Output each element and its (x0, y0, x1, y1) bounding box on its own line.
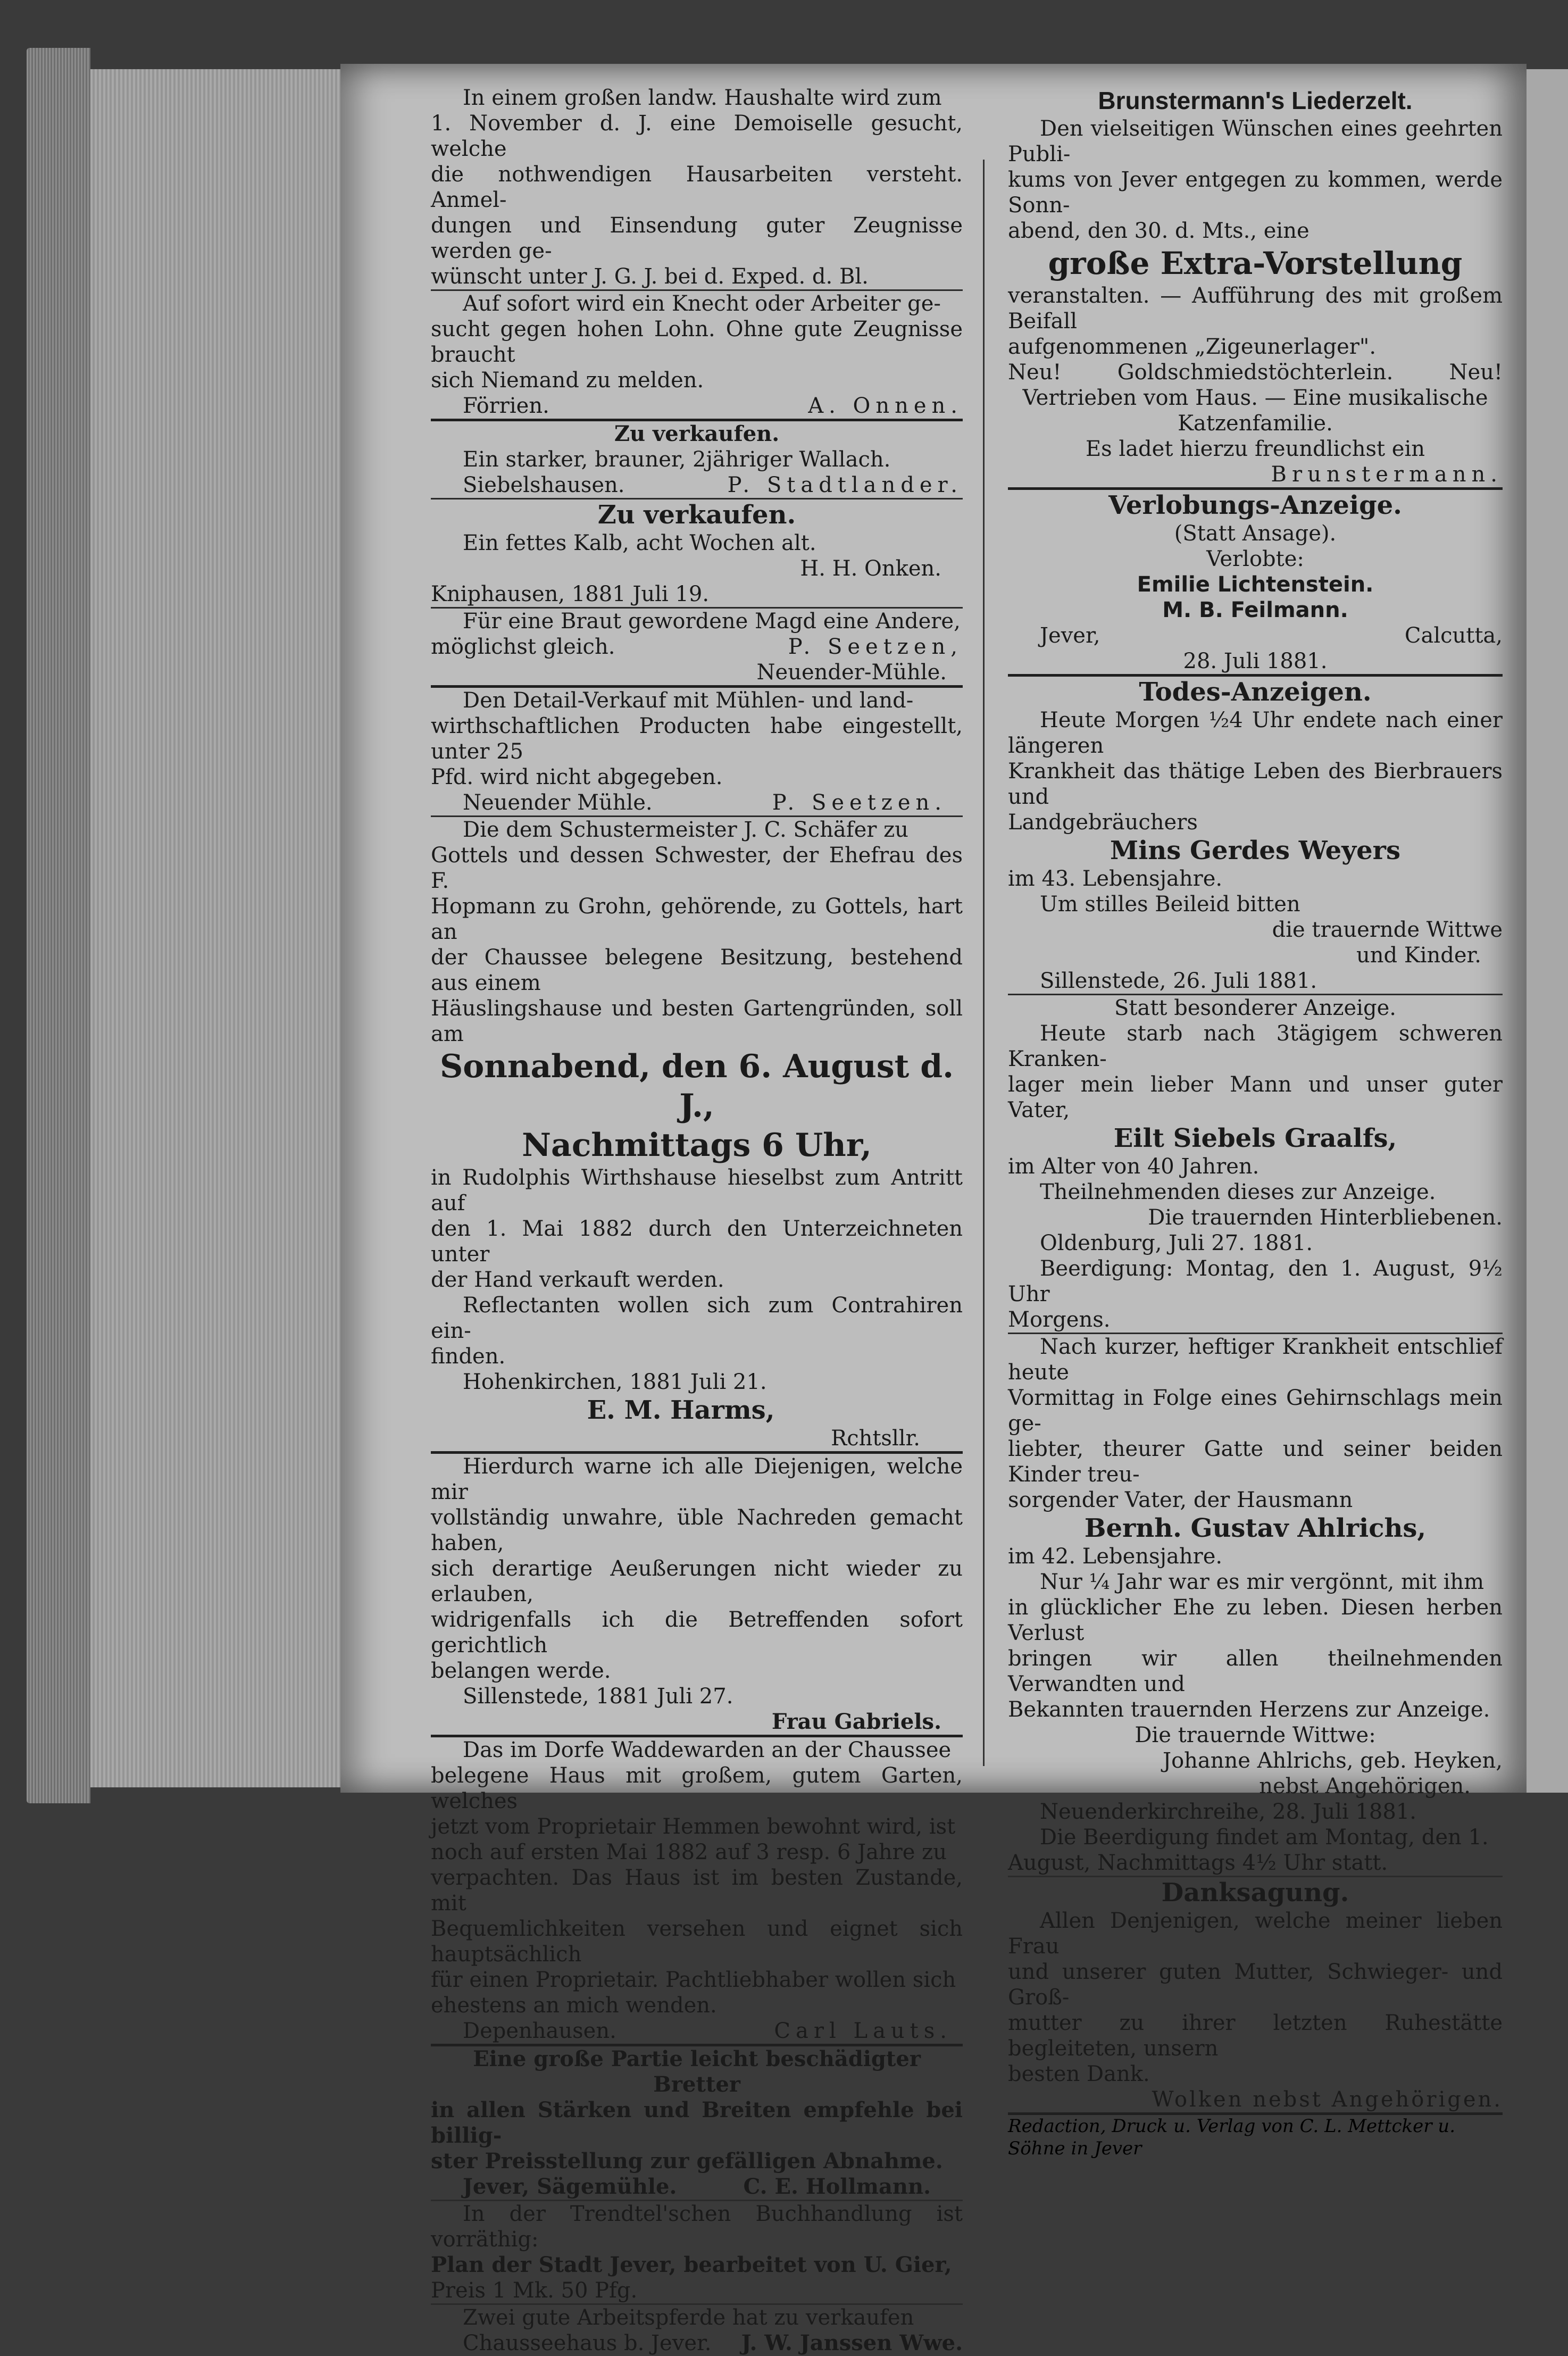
name-line: Emilie Lichtenstein. (1137, 572, 1374, 597)
text-line: Landgebräuchers (1008, 810, 1198, 835)
text-line: abend, den 30. d. Mts., eine (1008, 219, 1310, 243)
text-line: August, Nachmittags 4½ Uhr statt. (1008, 1851, 1388, 1875)
text-line: Zwei gute Arbeitspferde hat zu verkaufen (463, 2305, 914, 2330)
ad-wallach (431, 421, 963, 498)
ad-stadtplan (431, 2201, 963, 2303)
text-line: Goldschmiedstöchterlein. (1117, 360, 1394, 385)
name-line: M. B. Feilmann. (1162, 598, 1348, 622)
ad-warnung (431, 1454, 963, 1735)
signature: C. E. Hollmann. (743, 2174, 931, 2199)
ad-todes-graalfs (1008, 995, 1503, 1333)
ad-heading: Zu verkaufen. (614, 421, 780, 446)
text-line: Hierdurch warne ich alle Diejenigen, welche mir (431, 1454, 963, 1504)
text-line: Nur ¼ Jahr war es mir vergönnt, mit ihm (1040, 1570, 1484, 1594)
text-line: liebter, theurer Gatte und seiner beiden Kinder treu- (1008, 1437, 1503, 1487)
auction-date: Sonnabend, den 6. August d. J., (439, 1048, 954, 1125)
place: Siebelshausen. (463, 473, 625, 497)
text-line: der Hand verkauft werden. (431, 1268, 724, 1292)
text-line: Eine große Partie leicht beschädigter Bretter (473, 2046, 921, 2097)
text-line: möglichst gleich. (431, 635, 615, 659)
ad-knecht (431, 291, 963, 419)
text-line: bringen wir allen theilnehmenden Verwandten und (1008, 1646, 1503, 1696)
text-line: Vertrieben vom Haus. — Eine musikalische (1022, 386, 1488, 410)
date-line: 28. Juli 1881. (1183, 649, 1328, 673)
text-line: Plan der Stadt Jever, bearbeitet von U. Gier, (431, 2252, 952, 2277)
text-line: noch auf ersten Mai 1882 auf 3 resp. 6 Jahre zu (431, 1840, 947, 1864)
text-line: Heute starb nach 3tägigem schweren Kranken- (1008, 1021, 1503, 1071)
text-line: Ein starker, brauner, 2jähriger Wallach. (463, 447, 891, 472)
place: Jever, (1040, 623, 1100, 648)
signature: Frau Gabriels. (771, 1709, 941, 1734)
text-line: die nothwendigen Hausarbeiten versteht. Anmel- (431, 162, 963, 212)
signature: Die trauernde Wittwe: (1135, 1723, 1376, 1747)
signature: Johanne Ahlrichs, geb. Heyken, (1163, 1749, 1503, 1773)
text-line: Allen Denjenigen, welche meiner lieben Frau (1008, 1909, 1503, 1959)
text-line: (Statt Ansage). (1174, 521, 1337, 546)
auction-time: Nachmittags 6 Uhr, (522, 1127, 872, 1164)
date-line: Sillenstede, 26. Juli 1881. (1040, 969, 1317, 993)
ad-danksagung (1008, 1877, 1503, 2112)
signature: A. Onnen. (808, 394, 963, 418)
text-line: finden. (431, 1344, 506, 1369)
text-line: Hopmann zu Grohn, gehörende, zu Gottels, hart an (431, 894, 963, 944)
signature: und Kinder. (1356, 943, 1481, 968)
place: Förrien. (463, 394, 549, 418)
text-line: Den vielseitigen Wünschen eines geehrten Publi- (1008, 116, 1503, 166)
text-line: Neu! (1008, 360, 1062, 385)
text-line: Um stilles Beileid bitten (1040, 892, 1300, 917)
text-line: ster Preisstellung zur gefälligen Abnahme. (431, 2149, 943, 2174)
text-line: besten Dank. (1008, 2062, 1150, 2086)
column-divider (983, 160, 985, 1766)
date-line: Neuenderkirchreihe, 28. Juli 1881. (1040, 1800, 1416, 1824)
text-line: Katzenfamilie. (1178, 411, 1333, 436)
name-line: Mins Gerdes Weyers (1110, 836, 1400, 865)
text-line: aufgenommenen „Zigeunerlager". (1008, 335, 1377, 359)
text-line: veranstalten. — Aufführung des mit großem Beifall (1008, 284, 1503, 334)
ad-highlight: große Extra-Vorstellung (1048, 245, 1463, 281)
ad-magd (431, 609, 963, 685)
text-line: 1. November d. J. eine Demoiselle gesucht, welche (431, 111, 963, 161)
date-line: Kniphausen, 1881 Juli 19. (431, 582, 710, 606)
text-line: Morgens. (1008, 1308, 1111, 1332)
text-line: belegene Haus mit großem, gutem Garten, welches (431, 1763, 963, 1813)
next-page-edge (1527, 69, 1568, 1793)
left-column (431, 85, 963, 2356)
text-line: wirthschaftlichen Producten habe eingestellt, unter 25 (431, 714, 963, 764)
ad-haus-waddewarden (431, 1737, 963, 2044)
text-line: Reflectanten wollen sich zum Contrahiren ein- (431, 1293, 963, 1343)
text-line: Es ladet hierzu freundlichst ein (1085, 437, 1425, 461)
text-line: vollständig unwahre, üble Nachreden gemacht haben, (431, 1505, 963, 1555)
text-line: Verlobte: (1206, 547, 1304, 571)
text-line: sorgender Vater, der Hausmann (1008, 1488, 1353, 1512)
text-line: im Alter von 40 Jahren. (1008, 1154, 1260, 1179)
ad-todes-weyers (1008, 677, 1503, 994)
text-line: in Rudolphis Wirthshause hieselbst zum Antritt auf (431, 1165, 963, 1216)
place: Chausseehaus b. Jever. (463, 2331, 712, 2355)
name-line: Bernh. Gustav Ahlrichs, (1084, 1513, 1427, 1543)
text-line: Gottels und dessen Schwester, der Ehefrau des F. (431, 843, 963, 893)
text-line: Für eine Braut gewordene Magd eine Andere, (463, 609, 961, 634)
date-line: Sillenstede, 1881 Juli 27. (463, 1684, 733, 1709)
text-line: wünscht unter J. G. J. bei d. Exped. d. Bl. (431, 264, 869, 289)
text-line: kums von Jever entgegen zu kommen, werde Sonn- (1008, 168, 1503, 218)
text-line: lager mein lieber Mann und unser guter Vater, (1008, 1072, 1503, 1122)
place: Neuender Mühle. (463, 790, 653, 815)
text-line: Bekannten trauernden Herzens zur Anzeige. (1008, 1697, 1490, 1722)
ad-arbeitspferde (431, 2305, 963, 2356)
text-line: Neu! (1449, 360, 1503, 385)
text-line: Beerdigung: Montag, den 1. August, 9½ Uhr (1008, 1256, 1503, 1306)
text-line: mutter zu ihrer letzten Ruhestätte begleiteten, unsern (1008, 2011, 1503, 2061)
signature: P. Seetzen, (788, 635, 963, 659)
text-line: In der Trendtel'schen Buchhandlung ist vorräthig: (431, 2202, 963, 2252)
signature-place: Neuender-Mühle. (756, 660, 947, 685)
text-line: In einem großen landw. Haushalte wird zum (463, 86, 942, 110)
text-line: Heute Morgen ½4 Uhr endete nach einer längeren (1008, 708, 1503, 758)
text-line: in glücklicher Ehe zu leben. Diesen herben Verlust (1008, 1595, 1503, 1645)
signature: nebst Angehörigen. (1259, 1774, 1471, 1799)
text-line: Preis 1 Mk. 50 Pfg. (431, 2278, 638, 2303)
ad-heading: Statt besonderer Anzeige. (1114, 996, 1396, 1020)
ad-besitzung (431, 817, 963, 1451)
text-line: Vormittag in Folge eines Gehirnschlags mein ge- (1008, 1386, 1503, 1436)
signature: J. W. Janssen Wwe. (741, 2330, 963, 2355)
text-line: sich derartige Aeußerungen nicht wieder zu erlauben, (431, 1556, 963, 1606)
ad-heading: Brunstermann's Liederzelt. (1098, 87, 1413, 114)
text-line: belangen werde. (431, 1659, 611, 1683)
ad-kalb (431, 499, 963, 607)
ad-heading: Zu verkaufen. (597, 500, 796, 530)
ad-verlobung (1008, 490, 1503, 674)
signature: Die trauernden Hinterbliebenen. (1148, 1205, 1503, 1230)
book-spine-edge (27, 48, 90, 1803)
signature: Carl Lauts. (774, 2019, 952, 2043)
text-line: Den Detail-Verkauf mit Mühlen- und land- (463, 688, 914, 713)
signature: H. H. Onken. (800, 556, 941, 581)
ad-bretter (431, 2046, 963, 2200)
signature: E. M. Harms, (587, 1395, 775, 1425)
text-line: sich Niemand zu melden. (431, 368, 704, 393)
text-line: den 1. Mai 1882 durch den Unterzeichneten unter (431, 1217, 963, 1267)
text-line: Bequemlichkeiten versehen und eignet sich hauptsächlich (431, 1917, 963, 1967)
text-line: widrigenfalls ich die Betreffenden sofort gerichtlich (431, 1608, 963, 1658)
text-line: im 42. Lebensjahre. (1008, 1544, 1223, 1569)
ad-todes-ahlrichs (1008, 1334, 1503, 1876)
date-line: Oldenburg, Juli 27. 1881. (1040, 1231, 1313, 1255)
text-line: jetzt vom Proprietair Hemmen bewohnt wird, ist (431, 1814, 956, 1839)
ad-heading: Todes-Anzeigen. (1139, 677, 1372, 707)
ad-liederzelt (1008, 85, 1503, 487)
text-line: dungen und Einsendung guter Zeugnisse werden ge- (431, 213, 963, 263)
text-line: Ein fettes Kalb, acht Wochen alt. (463, 531, 816, 555)
signature: die trauernde Wittwe (1272, 918, 1503, 942)
name-line: Eilt Siebels Graalfs, (1113, 1123, 1397, 1153)
signature: P. Seetzen. (772, 790, 947, 815)
imprint-footer: Redaction, Druck u. Verlag von C. L. Mettcker u. Söhne in Jever (1008, 2116, 1456, 2159)
page-stack (90, 69, 346, 1787)
text-line: ehestens an mich wenden. (431, 1993, 717, 2018)
right-column (1008, 85, 1503, 2160)
ad-heading: Danksagung. (1161, 1878, 1349, 1908)
ad-demoiselle (431, 85, 963, 289)
text-line: Das im Dorfe Waddewarden an der Chaussee (463, 1738, 952, 1762)
text-line: Die Beerdigung findet am Montag, den 1. (1040, 1825, 1489, 1850)
text-line: der Chaussee belegene Besitzung, bestehend aus einem (431, 945, 963, 995)
signature: P. Stadtlander. (727, 473, 963, 497)
text-line: Häuslingshause und besten Gartengründen, soll am (431, 996, 963, 1046)
date-line: Hohenkirchen, 1881 Juli 21. (463, 1370, 767, 1394)
text-line: im 43. Lebensjahre. (1008, 867, 1223, 891)
signature-title: Rchtsllr. (831, 1426, 920, 1451)
signature: Wolken nebst Angehörigen. (1152, 2087, 1503, 2112)
text-line: Die dem Schustermeister J. C. Schäfer zu (463, 818, 908, 842)
signature: Brunstermann. (1271, 462, 1503, 487)
text-line: und unserer guten Mutter, Schwieger- und Groß- (1008, 1960, 1503, 2010)
ad-detail-verkauf (431, 688, 963, 815)
place: Depenhausen. (463, 2019, 616, 2043)
text-line: sucht gegen hohen Lohn. Ohne gute Zeugnisse braucht (431, 317, 963, 367)
text-line: Auf sofort wird ein Knecht oder Arbeiter ge- (463, 292, 941, 316)
text-line: Krankheit das thätige Leben des Bierbrauers und (1008, 759, 1503, 809)
place: Jever, Sägemühle. (463, 2174, 677, 2199)
text-line: Nach kurzer, heftiger Krankheit entschlief heute (1008, 1335, 1503, 1385)
place: Calcutta, (1404, 623, 1503, 648)
text-line: verpachten. Das Haus ist im besten Zustande, mit (431, 1866, 963, 1916)
text-line: Theilnehmenden dieses zur Anzeige. (1040, 1180, 1436, 1204)
text-line: Pfd. wird nicht abgegeben. (431, 765, 723, 789)
text-line: für einen Proprietair. Pachtliebhaber wollen sich (431, 1968, 956, 1992)
text-line: in allen Stärken und Breiten empfehle bei billig- (431, 2097, 963, 2148)
ad-heading: Verlobungs-Anzeige. (1108, 490, 1402, 520)
